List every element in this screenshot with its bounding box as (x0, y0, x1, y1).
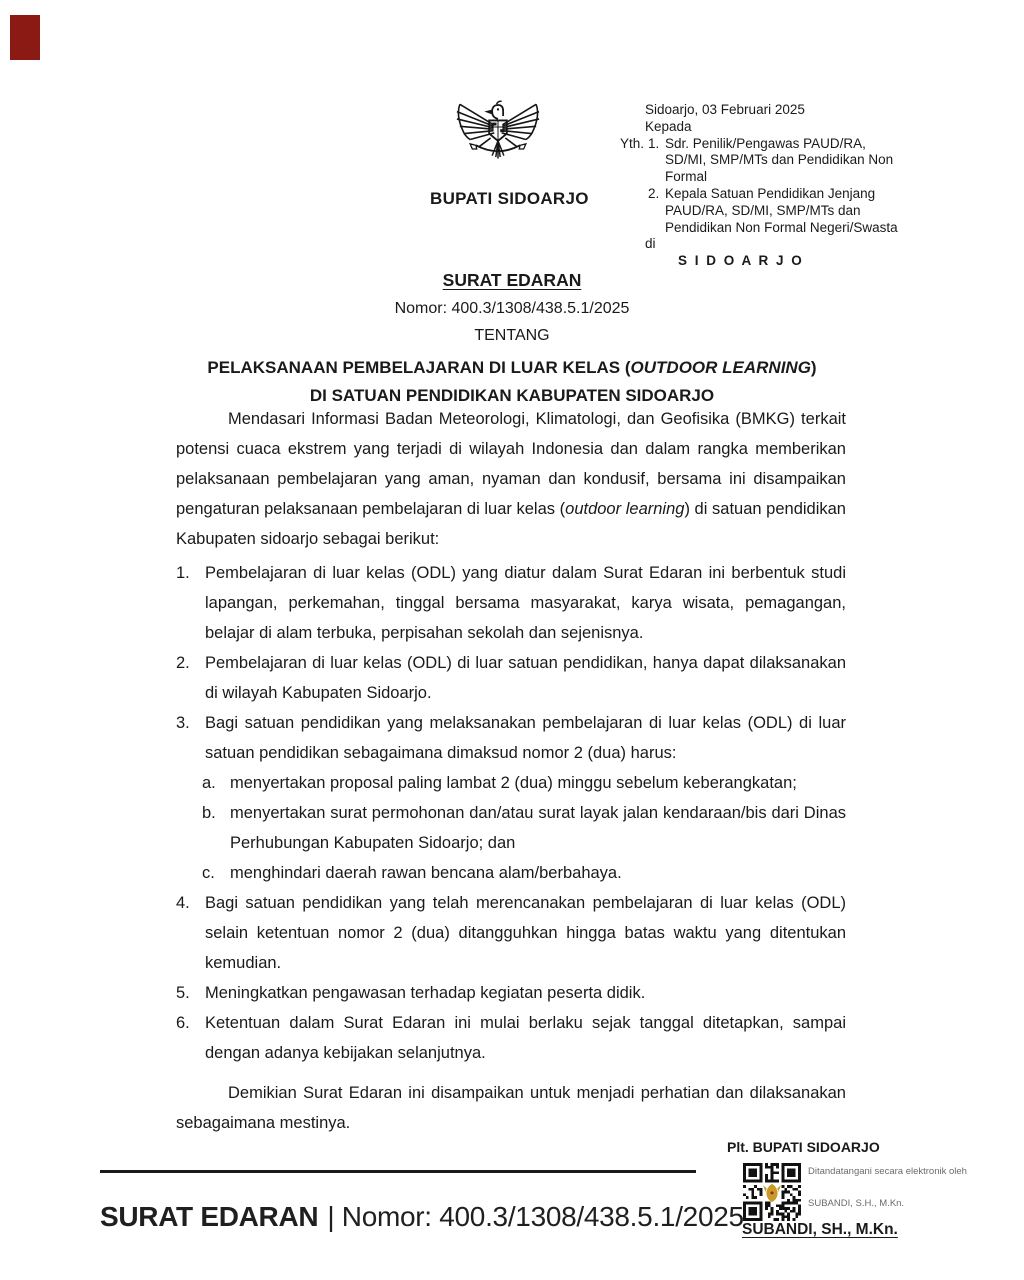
recipient-item (620, 136, 905, 186)
recipient-item (620, 186, 905, 236)
letter-body (176, 404, 846, 1138)
subject-title-line1: PELAKSANAAN PEMBELAJARAN DI LUAR KELAS (OUTDOOR LEARNING) (207, 358, 817, 377)
place-date: Sidoarjo, 03 Februari 2025 (645, 102, 805, 117)
footer-doc-number: | Nomor: 400.3/1308/438.5.1/2025 (327, 1201, 744, 1232)
doc-number: Nomor: 400.3/1308/438.5.1/2025 (394, 300, 630, 317)
subitem-c: c. menghindari daerah rawan bencana alam/berbahaya. (202, 864, 622, 882)
di-label: di (645, 236, 656, 252)
numbered-item-2: 2. Pembelajaran di luar kelas (ODL) di luar satuan pendidikan, hanya dapat dilaksanakan di wilayah Kabupaten Sidoarjo. (176, 654, 846, 702)
salutation-kepada: Kepada (645, 118, 692, 134)
footer-divider (100, 1170, 696, 1173)
subitem-a: a. menyertakan proposal paling lambat 2 (dua) minggu sebelum keberangkatan; (202, 774, 797, 792)
signer-title: Plt. BUPATI SIDOARJO (727, 1139, 880, 1155)
subject-title-line2: DI SATUAN PENDIDIKAN KABUPATEN SIDOARJO (309, 386, 715, 405)
subitem-b: b. menyertakan surat permohonan dan/atau surat layak jalan kendaraan/bis dari Dinas Perhubungan Kabupaten Sidoarjo; dan (202, 804, 846, 852)
numbered-item-1: 1. Pembelajaran di luar kelas (ODL) yang diatur dalam Surat Edaran ini berbentuk studi lapangan, perkemahan, tinggal bersama masyarakat, karya wisata, pemagangan, belajar di alam terbuka, perpisahan sekolah dan sejenisnya. (176, 564, 846, 642)
opening-paragraph: Mendasari Informasi Badan Meteorologi, Klimatologi, dan Geofisika (BMKG) terkait potensi cuaca ekstrem yang terjadi di wilayah Indonesia dan dalam rangka memberikan pelaksanaan pembelajaran yang aman, nyaman dan kondusif, bersama ini disampaikan pengaturan pelaksanaan pembelajaran di luar kelas (outdoor learning) di satuan pendidikan Kabupaten sidoarjo sebagai berikut: (176, 410, 846, 548)
recipient-number: 2. (648, 185, 660, 201)
esign-note-line2: SUBANDI, S.H., M.Kn. (808, 1198, 905, 1209)
numbered-item-5: 5. Meningkatkan pengawasan terhadap kegiatan peserta didik. (176, 984, 646, 1002)
numbered-item-6: 6. Ketentuan dalam Surat Edaran ini mulai berlaku sejak tanggal ditetapkan, sampai dengan adanya kebijakan selanjutnya. (176, 1014, 846, 1062)
tentang-label: TENTANG (474, 327, 550, 344)
yth-label: Yth. (620, 135, 645, 151)
esign-note-line1: Ditandatangani secara elektronik oleh (808, 1166, 967, 1177)
esign-qr-code-icon (743, 1163, 801, 1221)
letterhead (430, 92, 589, 209)
footer-doc-type: SURAT EDARAN (100, 1201, 319, 1232)
city-name: S I D O A R J O (678, 253, 804, 269)
numbered-item-3: 3. Bagi satuan pendidikan yang melaksanakan pembelajaran di luar kelas (ODL) di luar satuan pendidikan sebagaimana dimaksud nomor 2 (dua) harus: (176, 714, 846, 762)
footer-doc-reference (100, 1201, 744, 1233)
recipient-block (620, 102, 905, 270)
issuer-name: BUPATI SIDOARJO (430, 189, 589, 208)
title-block (0, 270, 1024, 410)
garuda-emblem-icon (430, 92, 566, 184)
red-corner-marker (10, 15, 40, 60)
doc-heading: SURAT EDARAN (442, 270, 582, 290)
recipient-text: Sdr. Penilik/Pengawas PAUD/RA, SD/MI, SMP/MTs dan Pendidikan Non Formal (665, 135, 894, 185)
closing-paragraph: Demikian Surat Edaran ini disampaikan untuk menjadi perhatian dan dilaksanakan sebagaimana mestinya. (176, 1084, 846, 1132)
signer-name: SUBANDI, SH., M.Kn. (742, 1221, 898, 1238)
recipient-number: 1. (648, 135, 660, 151)
recipient-text: Kepala Satuan Pendidikan Jenjang PAUD/RA, SD/MI, SMP/MTs dan Pendidikan Non Formal Negeri/Swasta (665, 185, 898, 235)
numbered-item-4: 4. Bagi satuan pendidikan yang telah merencanakan pembelajaran di luar kelas (ODL) selain ketentuan nomor 2 (dua) ditangguhkan hingga batas waktu yang ditentukan kemudian. (176, 894, 846, 972)
